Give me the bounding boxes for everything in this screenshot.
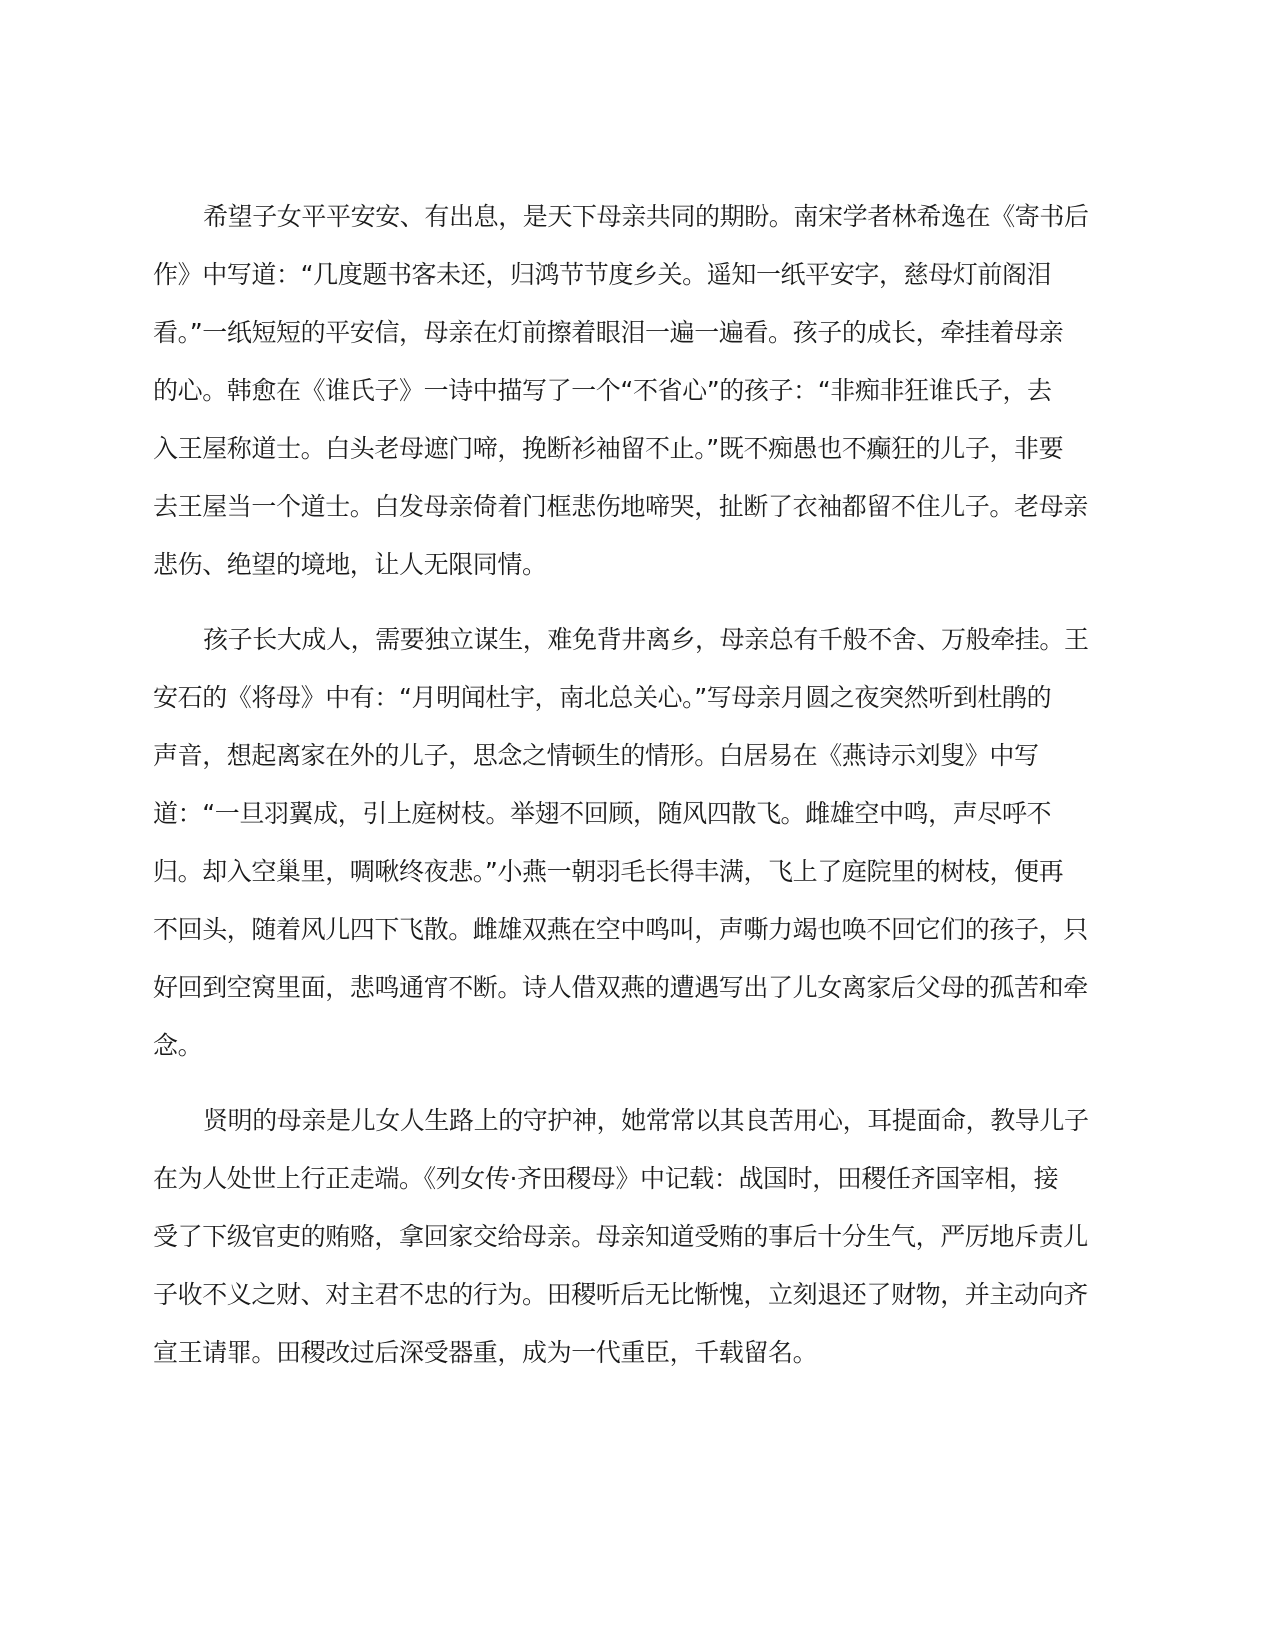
text-line: 好回到空窝里面，悲鸣通宵不断。诗人借双燕的遭遇写出了儿女离家后父母的孤苦和牵 bbox=[153, 973, 1088, 1002]
article-body bbox=[153, 188, 1113, 1399]
text-line: 宣王请罪。田稷改过后深受器重，成为一代重臣，千载留名。 bbox=[153, 1338, 818, 1367]
text-line: 子收不义之财、对主君不忠的行为。田稷听后无比惭愧，立刻退还了财物，并主动向齐 bbox=[153, 1280, 1088, 1309]
paragraph-3 bbox=[153, 1092, 1113, 1382]
text-line: 念。 bbox=[153, 1031, 203, 1060]
paragraph-1 bbox=[153, 188, 1113, 594]
text-line: 归。却入空巢里，啁啾终夜悲。”小燕一朝羽毛长得丰满，飞上了庭院里的树枝，便再 bbox=[153, 857, 1064, 886]
text-line: 声音，想起离家在外的儿子，思念之情顿生的情形。白居易在《燕诗示刘叟》中写 bbox=[153, 741, 1039, 770]
text-line: 入王屋称道士。白头老母遮门啼，挽断衫袖留不止。”既不痴愚也不癫狂的儿子，非要 bbox=[153, 434, 1064, 463]
text-line: 看。”一纸短短的平安信，母亲在灯前擦着眼泪一遍一遍看。孩子的成长，牵挂着母亲 bbox=[153, 318, 1064, 347]
text-line: 作》中写道：“几度题书客未还，归鸿节节度乡关。遥知一纸平安字，慈母灯前阁泪 bbox=[153, 260, 1052, 289]
text-line: 悲伤、绝望的境地，让人无限同情。 bbox=[153, 550, 547, 579]
paragraph-2 bbox=[153, 611, 1113, 1075]
text-line: 孩子长大成人，需要独立谋生，难免背井离乡，母亲总有千般不舍、万般牵挂。王 bbox=[203, 625, 1089, 654]
text-line: 贤明的母亲是儿女人生路上的守护神，她常常以其良苦用心，耳提面命，教导儿子 bbox=[203, 1106, 1089, 1135]
text-line: 希望子女平平安安、有出息，是天下母亲共同的期盼。南宋学者林希逸在《寄书后 bbox=[203, 202, 1089, 231]
text-line: 受了下级官吏的贿赂，拿回家交给母亲。母亲知道受贿的事后十分生气，严厉地斥责儿 bbox=[153, 1222, 1088, 1251]
text-line: 不回头，随着风儿四下飞散。雌雄双燕在空中鸣叫，声嘶力竭也唤不回它们的孩子，只 bbox=[153, 915, 1088, 944]
text-line: 在为人处世上行正走端。《列女传·齐田稷母》中记载：战国时，田稷任齐国宰相，接 bbox=[153, 1164, 1059, 1193]
text-line: 安石的《将母》中有：“月明闻杜宇，南北总关心。”写母亲月圆之夜突然听到杜鹃的 bbox=[153, 683, 1052, 712]
text-line: 去王屋当一个道士。白发母亲倚着门框悲伤地啼哭，扯断了衣袖都留不住儿子。老母亲 bbox=[153, 492, 1088, 521]
text-line: 道：“一旦羽翼成，引上庭树枝。举翅不回顾，随风四散飞。雌雄空中鸣，声尽呼不 bbox=[153, 799, 1052, 828]
text-line: 的心。韩愈在《谁氏子》一诗中描写了一个“不省心”的孩子：“非痴非狂谁氏子，去 bbox=[153, 376, 1052, 405]
